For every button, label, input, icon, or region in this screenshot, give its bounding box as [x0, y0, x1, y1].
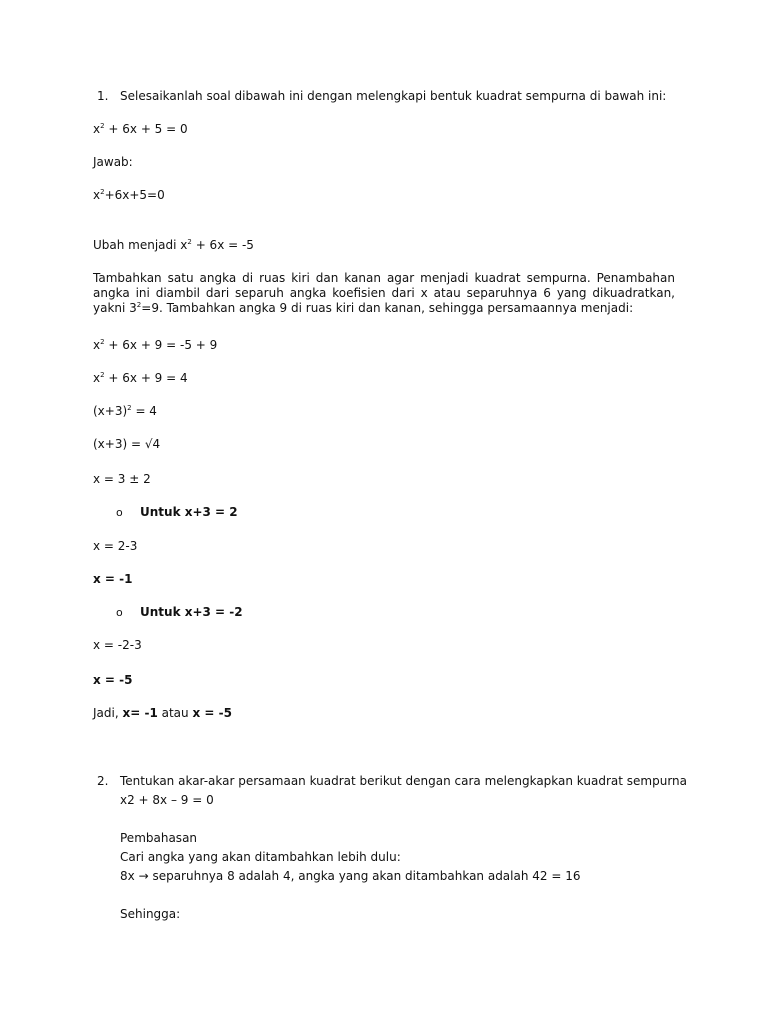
q1-explanation-paragraph: Tambahkan satu angka di ruas kiri dan kanan agar menjadi kuadrat sempurna. Penambahan angka ini diambil dari separuh angka koefisien dari x atau separuhnya 6 yang dikuadratkan, yakni $3^2=9$. Tambahkan angka 9 di ruas kiri dan kanan, sehingga persamaannya menjadi:: [93, 271, 675, 315]
q2-equation: x2 + 8x – 9 = 0: [120, 793, 214, 807]
q1-number: 1.: [97, 89, 109, 103]
q1-case-2-label: Untuk x+3 = -2: [140, 605, 243, 619]
q2-pembahasan-label: Pembahasan: [120, 831, 198, 845]
q1-ubah-line: Ubah menjadi $x^2 + 6x = -5$: [93, 238, 254, 252]
q1-equation: $x^2 + 6x + 5 = 0$: [93, 122, 188, 136]
q1-case-2-result: x = -5: [93, 673, 133, 687]
q1-jawab-label: Jawab:: [93, 155, 133, 169]
q1-step-3: $(x+3)^2 = 4$: [93, 404, 157, 418]
q2-cari-line: Cari angka yang akan ditambahkan lebih dulu:: [120, 850, 401, 864]
q1-case-1-result: x = -1: [93, 572, 133, 586]
q1-step-1: $x^2 + 6x + 9 = -5 + 9$: [93, 338, 218, 352]
q1-case-2-step: x = -2-3: [93, 638, 142, 652]
q1-step-4: (x+3) = √4: [93, 437, 161, 451]
bullet-icon: o: [116, 606, 123, 619]
q1-conclusion: Jadi, x= -1 atau x = -5: [93, 706, 232, 720]
q1-case-1-step: x = 2-3: [93, 539, 138, 553]
q2-number: 2.: [97, 774, 109, 788]
q2-instruction: Tentukan akar-akar persamaan kuadrat berikut dengan cara melengkapkan kuadrat sempurna: [120, 774, 687, 788]
q1-instruction: Selesaikanlah soal dibawah ini dengan melengkapi bentuk kuadrat sempurna di bawah ini:: [120, 89, 667, 103]
q1-step-5: x = 3 ± 2: [93, 472, 151, 486]
q1-case-1-label: Untuk x+3 = 2: [140, 505, 238, 519]
q2-step-line: 8x → separuhnya 8 adalah 4, angka yang akan ditambahkan adalah 42 = 16: [120, 869, 581, 883]
bullet-icon: o: [116, 506, 123, 519]
q1-equation-restated: $x^2+6x+5=0$: [93, 188, 165, 202]
q2-sehingga-label: Sehingga:: [120, 907, 181, 921]
arrow-right-icon: →: [138, 869, 149, 883]
q1-step-2: $x^2 + 6x + 9 = 4$: [93, 371, 188, 385]
